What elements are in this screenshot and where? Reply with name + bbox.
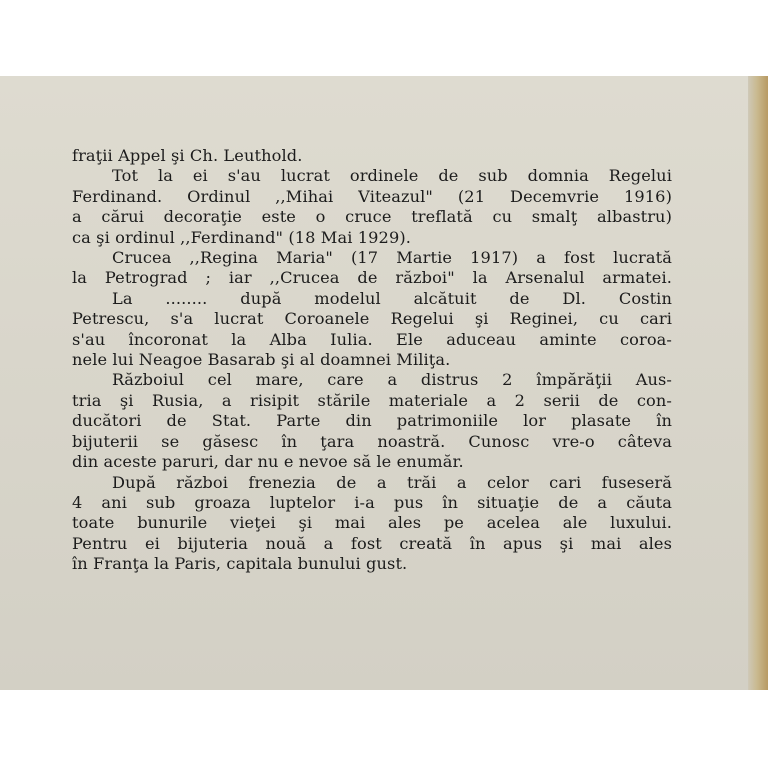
text-line: ducători de Stat. Parte din patrimoniile lor plasate în: [72, 411, 672, 431]
text-line: Crucea ,,Regina Maria" (17 Martie 1917) a fost lucrată: [112, 248, 672, 268]
text-line: Petrescu, s'a lucrat Coroanele Regelui şi Reginei, cu cari: [72, 309, 672, 329]
text-line: nele lui Neagoe Basarab şi al doamnei Miliţa.: [72, 350, 451, 370]
text-line: tria şi Rusia, a risipit stările materiale a 2 serii de con-: [72, 390, 672, 410]
text-line: la Petrograd ; iar ,,Crucea de război" la Arsenalul armatei.: [72, 268, 672, 288]
text-line: a cărui decoraţie este o cruce treflată cu smalţ albastru): [72, 207, 672, 227]
text-line: 4 ani sub groaza luptelor i-a pus în situaţie de a căuta: [72, 492, 672, 512]
text-line: fraţii Appel şi Ch. Leuthold.: [72, 146, 303, 165]
text-line: în Franţa la Paris, capitala bunului gust.: [72, 554, 408, 574]
text-line: ca şi ordinul ,,Ferdinand" (18 Mai 1929).: [72, 227, 412, 247]
text-line: Pentru ei bijuteria nouă a fost creată în apus şi mai ales: [72, 533, 672, 553]
text-line: Ferdinand. Ordinul ,,Mihai Viteazul" (21 Decemvrie 1916): [72, 186, 672, 206]
text-line: După război frenezia de a trăi a celor cari fuseseră: [112, 472, 672, 492]
page-text-body: [72, 146, 672, 575]
text-line: La ........ după modelul alcătuit de Dl. Costin: [112, 288, 672, 308]
text-line: din aceste paruri, dar nu e nevoe să le enumăr.: [72, 452, 464, 472]
text-line: s'au încoronat la Alba Iulia. Ele aduceau aminte coroa-: [72, 329, 672, 349]
text-line: Tot la ei s'au lucrat ordinele de sub domnia Regelui: [112, 166, 672, 186]
page-edge: [748, 76, 768, 690]
book-page: [0, 76, 768, 690]
text-line: bijuterii se găsesc în ţara noastră. Cunosc vre-o câteva: [72, 431, 672, 451]
text-line: toate bunurile vieţei şi mai ales pe acelea ale luxului.: [72, 513, 672, 533]
text-line: Războiul cel mare, care a distrus 2 împărăţii Aus-: [112, 370, 672, 390]
